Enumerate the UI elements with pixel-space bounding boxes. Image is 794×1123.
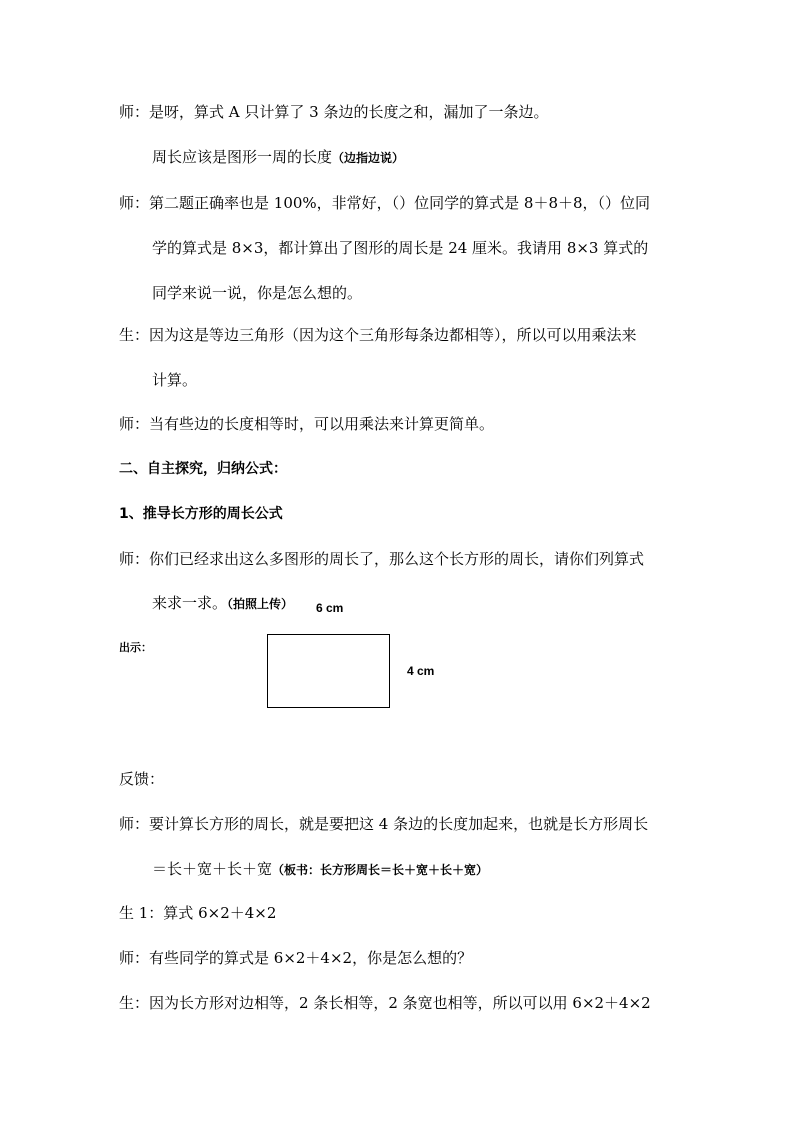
paragraph-line-11: 师：你们已经求出这么多图形的周长了，那么这个长方形的周长，请你们列算式 [119, 550, 645, 568]
paragraph-line-7: 计算。 [152, 371, 198, 389]
rectangle-length-label: 6 cm [316, 601, 344, 615]
paragraph-line-17: 师：有些同学的算式是 6×2＋4×2，你是怎么想的？ [119, 949, 473, 967]
paragraph-line-12 [152, 593, 293, 614]
paragraph-line-18: 生：因为长方形对边相等，2 条长相等，2 条宽也相等，所以可以用 6×2＋4×2 [119, 994, 651, 1012]
paragraph-line-15 [152, 859, 488, 880]
paragraph-line-12-text: 来求一求。 [152, 594, 228, 612]
paragraph-line-4: 学的算式是 8×3，都计算出了图形的周长是 24 厘米。我请用 8×3 算式的 [152, 239, 649, 257]
paragraph-line-16: 生 1：算式 6×2＋4×2 [119, 904, 277, 922]
paragraph-line-2 [152, 147, 404, 168]
rectangle-width-label: 4 cm [407, 664, 435, 678]
rectangle-figure [267, 634, 390, 708]
paragraph-line-3: 师：第二题正确率也是 100%，非常好，（）位同学的算式是 8＋8＋8，（）位同 [119, 194, 651, 212]
subsection-heading: 1、推导长方形的周长公式 [119, 506, 283, 522]
paragraph-line-8: 师：当有些边的长度相等时，可以用乘法来计算更简单。 [119, 415, 495, 433]
paragraph-line-1: 师：是呀，算式 A 只计算了 3 条边的长度之和，漏加了一条边。 [119, 103, 549, 121]
paragraph-line-5: 同学来说一说，你是怎么想的。 [152, 284, 363, 302]
paragraph-line-14: 师：要计算长方形的周长，就是要把这 4 条边的长度加起来，也就是长方形周长 [119, 815, 649, 833]
paragraph-line-2-note: （边指边说） [332, 151, 405, 165]
paragraph-line-12-note: （拍照上传） [227, 597, 294, 611]
paragraph-line-6: 生：因为这是等边三角形（因为这个三角形每条边都相等），所以可以用乘法来 [119, 326, 637, 344]
show-label: 出示： [119, 641, 152, 654]
paragraph-line-2-text: 周长应该是图形一周的长度 [152, 148, 333, 166]
paragraph-line-15-note: （板书：长方形周长＝长＋宽＋长＋宽） [272, 863, 489, 877]
paragraph-line-13: 反馈： [119, 770, 165, 788]
section-heading: 二、自主探究，归纳公式： [119, 461, 287, 477]
paragraph-line-15-text: ＝长＋宽＋长＋宽 [152, 860, 273, 878]
